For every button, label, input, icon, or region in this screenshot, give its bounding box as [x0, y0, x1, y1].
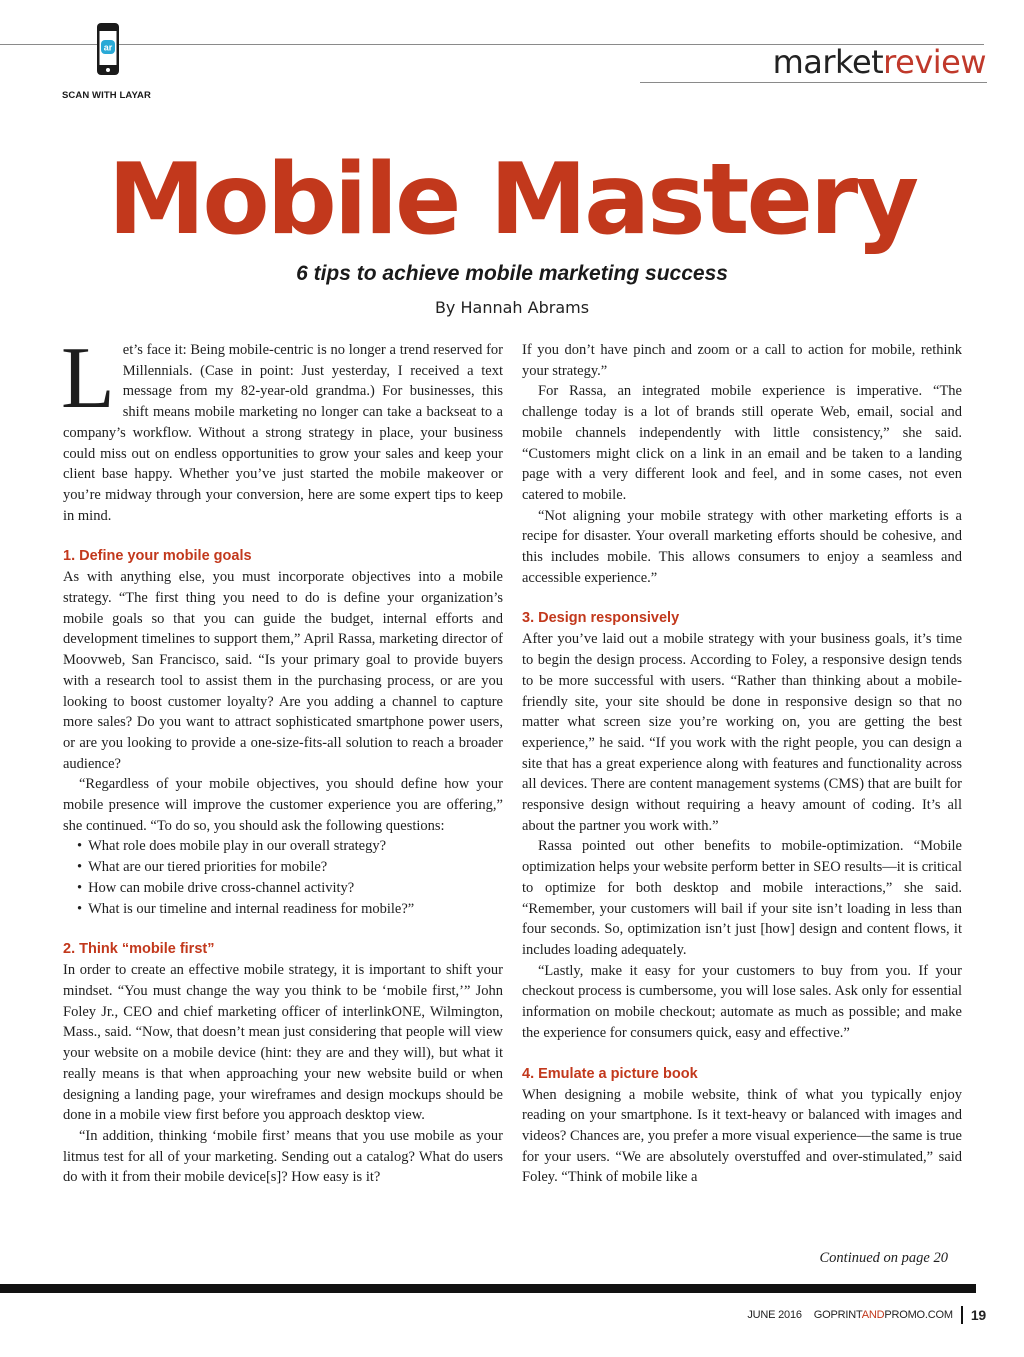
section-title	[773, 44, 986, 80]
section-1-paragraph-1: As with anything else, you must incorporate objectives into a mobile strategy. “The first thing you need to do is define your organization’s mobile goals so that you can guide the budget, internal efforts and development timelines to support them,” April Rassa, marketing director of Moovweb, San Francisco, said. “Is your primary goal to provide buyers with a research tool to assist them in the purchasing process, or are you looking to boost customer loyalty? Are you adding a channel to capture more sales? Do you want to attract sophisticated smartphone power users, or are you looking to provide a one-size-fits-all solution to reach a broader audience?	[63, 569, 503, 772]
site-url-part2: AND	[861, 1309, 885, 1321]
rassa-paragraph: For Rassa, an integrated mobile experience is imperative. “The challenge today is a lot of brands still operate Web, email, social and mobile channels independently with little consistency,” she said. “Customers might click on a link in an email and be taken to a landing page with a very different look and feel, and in some cases, not even catered to mobile.	[522, 383, 962, 503]
section-2-paragraph-2: “In addition, thinking ‘mobile first’ means that you use mobile as your litmus test for all of your marketing. Sending out a catalog? What do users do with it from their mobile device[s]? How easy is it?	[63, 1127, 503, 1186]
list-item: • What is our timeline and internal readiness for mobile?”	[77, 899, 503, 920]
section-4-heading: 4. Emulate a picture book	[522, 1065, 698, 1082]
section-3-paragraph-3: “Lastly, make it easy for your customers to buy from you. If your checkout process is cumbersome, you will lose sales. Ask only for essential information on mobile checkout; automate as much as possible; and make the experience for consumers quick, easy and effective.”	[522, 962, 962, 1041]
intro-text: et’s face it: Being mobile-centric is no longer a trend reserved for Millennials. (Case in point: Just yesterday, I received a text message from my 82-year-old grandma.) For businesses, this shift means mobile marketing no longer can take a backseat to a company’s workflow. Without a strong strategy in place, your business could miss out on endless opportunities to grow your sales and keep your client base happy. Whether you’ve just started the mobile makeover or you’re midway through your conversion, here are some expert tips to keep in mind.	[63, 342, 503, 524]
section-1-heading: 1. Define your mobile goals	[63, 548, 252, 565]
list-item: • How can mobile drive cross-channel activity?	[77, 878, 503, 899]
section-2-paragraph-1: In order to create an effective mobile strategy, it is important to shift your mindset. “You must change the way you think to be ‘mobile first,’” John Foley Jr., CEO and chief marketing officer of interlinkONE, Wilmington, Mass., said. “Now, that doesn’t mean just considering that people will view your website on a mobile device (hint: they are and they will), but what it really means is that when approaching your new website build or when designing a landing page, your wireframes and design mockups should be done in a mobile view first before you approach desktop view.	[63, 962, 503, 1124]
page-footer	[747, 1306, 986, 1324]
site-url[interactable]	[814, 1309, 953, 1321]
alignment-paragraph: “Not aligning your mobile strategy with other marketing efforts is a recipe for disaster. Your overall marketing efforts should be cohesive, and this includes mobile. This allows consumers to enjoy a seamless and accessible experience.”	[522, 507, 962, 586]
intro-paragraph	[61, 330, 503, 526]
list-item: • What are our tiered priorities for mobile?	[77, 857, 503, 878]
drop-cap: L	[61, 330, 115, 427]
continued-on-link[interactable]: Continued on page 20	[819, 1250, 948, 1266]
page-number: 19	[970, 1307, 986, 1323]
site-url-part3: PROMO.COM	[884, 1309, 953, 1321]
section-3-heading: 3. Design responsively	[522, 610, 680, 627]
section-3-paragraph-1: After you’ve laid out a mobile strategy with your business goals, it’s time to begin the design process. According to Foley, a responsive design tends to be more successful with users. “Rather than thinking about a mobile-friendly site, your site should be done in responsive design so that no matter what screen size you’re working on, you are getting the best experience,” he said. “If you work with the right people, you can design a site that has a great experience along with features and functionality across all devices. There are content management systems (CMS) that are built for responsive design without requiring a heavy amount of coding. It’s all about the partner you work with.”	[522, 631, 962, 834]
section-2-heading: 2. Think “mobile first”	[63, 941, 215, 958]
section-title-part2: review	[883, 43, 986, 81]
section-1-question-list	[63, 836, 503, 919]
section-3-paragraph-2: Rassa pointed out other benefits to mobile-optimization. “Mobile optimization helps your website perform better in SEO results—it is critical to optimize for both desktop and mobile interactions,” she said. “Remember, your customers will bail if your site isn’t loading in less than four seconds. So, optimization isn’t just [how] design and content flows, it includes loading adequately.	[522, 838, 962, 958]
article-byline: By Hannah Abrams	[434, 298, 590, 317]
header-section-rule	[640, 82, 987, 83]
list-item: • What role does mobile play in our overall strategy?	[77, 836, 503, 857]
article-subtitle: 6 tips to achieve mobile marketing success	[296, 262, 728, 285]
right-column	[522, 340, 962, 1188]
footer-bar	[0, 1284, 976, 1293]
left-column	[61, 330, 503, 1188]
issue-date: JUNE 2016	[747, 1309, 802, 1321]
scan-with-layar-label: SCAN WITH LAYAR	[62, 90, 151, 101]
article-title: Mobile Mastery	[107, 143, 917, 257]
layar-phone-icon[interactable]	[96, 22, 120, 76]
layar-icon-text: ar	[103, 42, 113, 53]
section-title-part1: market	[772, 43, 884, 81]
site-url-part1: GOPRINT	[813, 1309, 862, 1321]
footer-divider	[961, 1306, 963, 1324]
continued-paragraph: If you don’t have pinch and zoom or a call to action for mobile, rethink your strategy.”	[522, 342, 962, 379]
section-1-paragraph-2: “Regardless of your mobile objectives, you should define how your mobile presence will improve the customer experience you are offering,” she continued. “To do so, you should ask the following questions:	[63, 776, 503, 834]
section-4-paragraph-1: When designing a mobile website, think of what you typically enjoy reading on your smartphone. Is it text-heavy or balanced with images and videos? Chances are, you prefer a more visual experience—the same is true for your users. “We are absolutely overstuffed and over-stimulated,” said Foley. “Think of mobile like a	[522, 1086, 962, 1186]
